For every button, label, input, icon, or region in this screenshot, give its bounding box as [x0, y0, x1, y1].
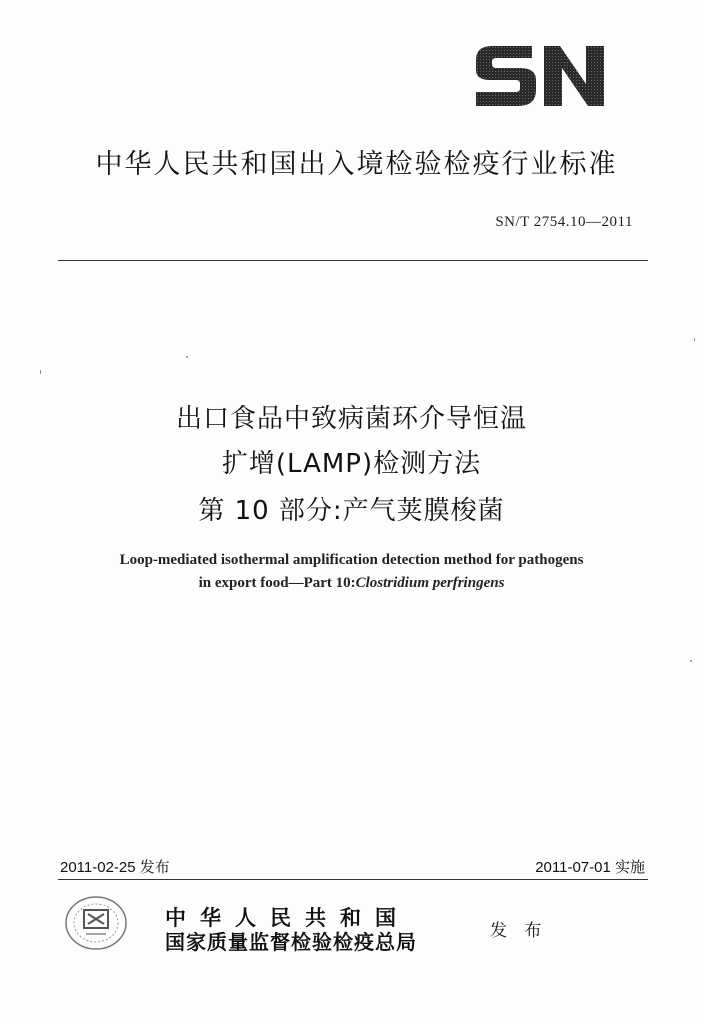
scan-speck — [690, 660, 692, 662]
scan-speck — [694, 338, 695, 341]
top-divider — [58, 260, 648, 261]
bottom-divider — [58, 879, 648, 880]
seal-graphic — [64, 894, 128, 952]
title-en-part: in export food—Part 10: — [198, 575, 356, 591]
industry-standard-title: 中华人民共和国出入境检验检疫行业标准 — [95, 149, 618, 180]
implementation-date: 2011-07-01 实施 — [535, 859, 645, 876]
title-cn-line-2: 扩增(LAMP)检测方法 — [221, 449, 482, 479]
publisher-country: 中华人民共和国 — [165, 905, 410, 930]
title-en-line-2 — [0, 575, 703, 592]
publish-label: 发 布 — [490, 921, 548, 941]
title-en-line-1: Loop-mediated isothermal amplification detection method for pathogens — [119, 552, 584, 568]
sn-logo — [470, 40, 610, 112]
scan-speck — [186, 356, 188, 358]
scan-speck — [40, 370, 41, 374]
publisher-seal — [64, 894, 128, 952]
sn-logo-graphic — [470, 40, 610, 112]
publisher-agency: 国家质量监督检验检疫总局 — [165, 930, 417, 954]
issue-date: 2011-02-25 发布 — [60, 859, 170, 876]
title-cn-line-3: 第 10 部分:产气荚膜梭菌 — [198, 496, 505, 526]
standard-number: SN/T 2754.10—2011 — [495, 214, 633, 230]
title-cn-line-1: 出口食品中致病菌环介导恒温 — [175, 404, 527, 434]
title-en-species: Clostridium perfringens — [355, 575, 505, 591]
